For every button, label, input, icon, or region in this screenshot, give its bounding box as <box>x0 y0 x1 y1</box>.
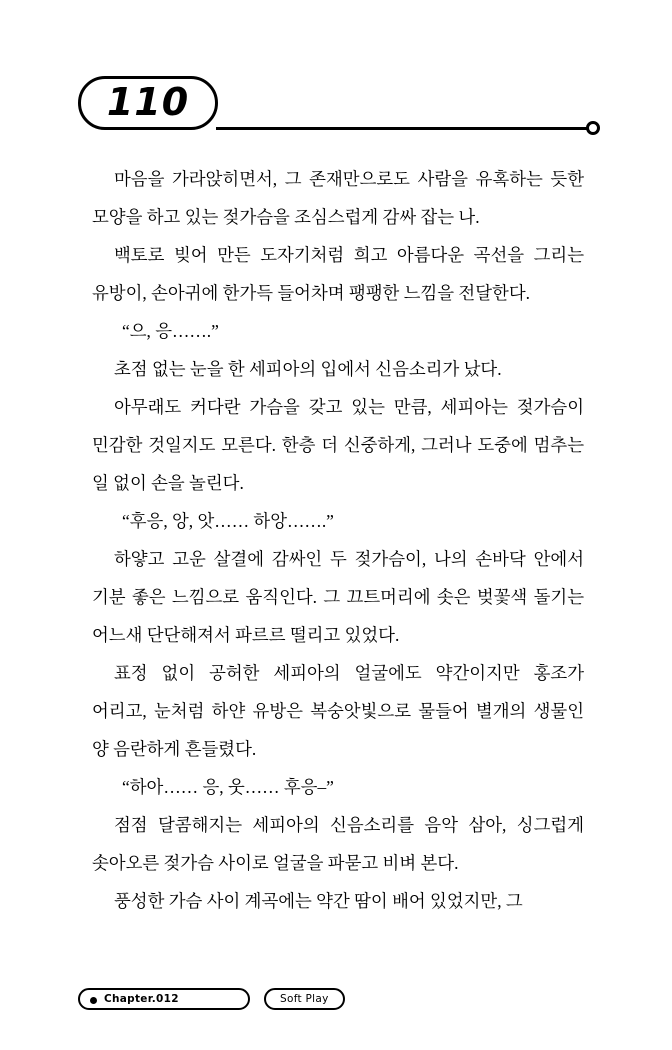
paragraph: 초점 없는 눈을 한 세피아의 입에서 신음소리가 났다. <box>114 359 502 379</box>
chapter-title-badge: Soft Play <box>264 988 345 1010</box>
body-text <box>92 160 584 920</box>
header-rule <box>216 127 594 130</box>
paragraph: 표정 없이 공허한 세피아의 얼굴에도 약간이지만 홍조가 어리고, 눈처럼 하얀 유방은 복숭앗빛으로 물들어 별개의 생물인 양 음란하게 흔들렸다. <box>92 663 584 759</box>
paragraph: 아무래도 커다란 가슴을 갖고 있는 만큼, 세피아는 젖가슴이 민감한 것일지도 모른다. 한층 더 신중하게, 그러나 도중에 멈추는 일 없이 손을 놀린다. <box>92 397 584 493</box>
paragraph: 백토로 빚어 만든 도자기처럼 희고 아름다운 곡선을 그리는 유방이, 손아귀에 한가득 들어차며 팽팽한 느낌을 전달한다. <box>92 245 584 303</box>
paragraph: 하얗고 고운 살결에 감싸인 두 젖가슴이, 나의 손바닥 안에서 기분 좋은 느낌으로 움직인다. 그 끄트머리에 솟은 벚꽃색 돌기는 어느새 단단해져서 파르르 떨리고 있었다. <box>92 549 584 645</box>
page-number: 110 <box>106 80 190 124</box>
page-footer <box>78 988 598 1014</box>
bullet-dot-icon <box>90 997 97 1004</box>
dialogue-line: “으, 응…….” <box>122 321 219 341</box>
chapter-label: Chapter.012 <box>104 993 179 1005</box>
dialogue-line: “하아…… 응, 웃…… 후응–” <box>122 777 334 797</box>
paragraph: 풍성한 가슴 사이 계곡에는 약간 땀이 배어 있었지만, 그 <box>114 891 523 911</box>
chapter-badge <box>78 988 250 1010</box>
paragraph: 점점 달콤해지는 세피아의 신음소리를 음악 삼아, 싱그럽게 솟아오른 젖가슴 사이로 얼굴을 파묻고 비벼 본다. <box>92 815 584 873</box>
page-number-header <box>78 76 598 138</box>
paragraph: 마음을 가라앉히면서, 그 존재만으로도 사람을 유혹하는 듯한 모양을 하고 있는 젖가슴을 조심스럽게 감싸 잡는 나. <box>92 169 584 227</box>
dialogue-line: “후응, 앙, 앗…… 하앙…….” <box>122 511 334 531</box>
header-dot-icon <box>586 121 600 135</box>
